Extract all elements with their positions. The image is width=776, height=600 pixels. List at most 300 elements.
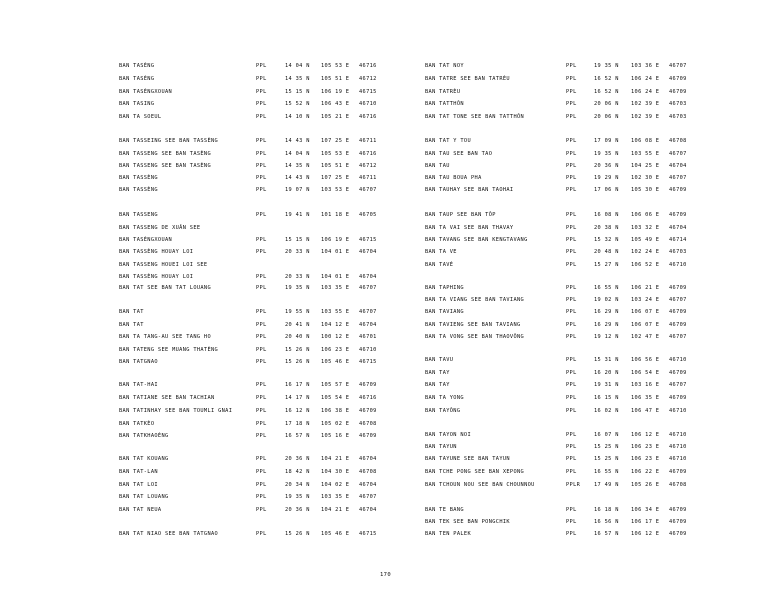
entry-lon: 106 54 E bbox=[631, 370, 660, 376]
entry-lat: 15 25 N bbox=[594, 444, 619, 450]
entry-name: BAN TAY bbox=[425, 370, 450, 376]
entry-type: PPL bbox=[566, 297, 577, 303]
entry-lon: 100 12 E bbox=[321, 334, 350, 340]
entry-type: PPL bbox=[566, 444, 577, 450]
entry-code: 46716 bbox=[359, 63, 377, 69]
entry-code: 46709 bbox=[359, 408, 377, 414]
entry-lon: 106 24 E bbox=[631, 89, 660, 95]
entry-lon: 103 53 E bbox=[321, 187, 350, 193]
entry-name: BAN TA VIANG SEE BAN TAVIANG bbox=[425, 297, 525, 303]
entry-lat: 15 27 N bbox=[594, 262, 619, 268]
entry-lon: 106 34 E bbox=[631, 507, 660, 513]
entry-type: PPL bbox=[256, 347, 267, 353]
entry-lon: 105 57 E bbox=[321, 382, 350, 388]
entry-lon: 104 25 E bbox=[631, 163, 660, 169]
entry-name: BAN TAVIANG bbox=[425, 309, 464, 315]
entry-lon: 106 47 E bbox=[631, 408, 660, 414]
entry-lat: 20 06 N bbox=[594, 114, 619, 120]
entry-lat: 20 33 N bbox=[285, 249, 310, 255]
entry-code: 46704 bbox=[359, 456, 377, 462]
entry-lat: 16 07 N bbox=[594, 432, 619, 438]
entry-lat: 15 25 N bbox=[594, 456, 619, 462]
entry-type: PPL bbox=[566, 469, 577, 475]
entry-name: BAN TA TANG-AU SEE TANG HO bbox=[119, 334, 212, 340]
entry-code: 46708 bbox=[669, 482, 687, 488]
entry-code: 46709 bbox=[359, 433, 377, 439]
entry-lon: 105 02 E bbox=[321, 421, 350, 427]
entry-lon: 106 35 E bbox=[631, 395, 660, 401]
entry-type: PPL bbox=[256, 334, 267, 340]
entry-name: BAN TA VE bbox=[425, 249, 457, 255]
entry-lon: 106 12 E bbox=[631, 531, 660, 537]
entry-lon: 104 30 E bbox=[321, 469, 350, 475]
entry-lat: 20 40 N bbox=[285, 334, 310, 340]
entry-code: 46704 bbox=[359, 274, 377, 280]
entry-lat: 20 33 N bbox=[285, 274, 310, 280]
entry-name: BAN TAT bbox=[119, 322, 144, 328]
entry-name: BAN TASÈNGXOUAN bbox=[119, 237, 173, 243]
entry-type: PPL bbox=[566, 285, 577, 291]
entry-name: BAN TAYUN bbox=[425, 444, 457, 450]
entry-code: 46709 bbox=[669, 89, 687, 95]
entry-code: 46704 bbox=[359, 322, 377, 328]
entry-code: 46709 bbox=[669, 519, 687, 525]
entry-name: BAN TAU BOUA PHA bbox=[425, 175, 482, 181]
entry-lat: 17 09 N bbox=[594, 138, 619, 144]
entry-name: BAN TCHOUN NOU SEE BAN CHOUNNOU bbox=[425, 482, 535, 488]
entry-name: BAN TASSENG SEE BAN TASÈNG bbox=[119, 163, 212, 169]
entry-lat: 19 35 N bbox=[594, 151, 619, 157]
entry-type: PPL bbox=[256, 101, 267, 107]
entry-code: 46709 bbox=[669, 76, 687, 82]
entry-lat: 16 02 N bbox=[594, 408, 619, 414]
entry-type: PPL bbox=[566, 357, 577, 363]
entry-type: PPL bbox=[566, 151, 577, 157]
entry-lat: 15 26 N bbox=[285, 531, 310, 537]
entry-lat: 16 57 N bbox=[285, 433, 310, 439]
entry-lon: 103 35 E bbox=[321, 285, 350, 291]
entry-name: BAN TAT LOUANG bbox=[119, 494, 169, 500]
entry-lon: 107 25 E bbox=[321, 175, 350, 181]
entry-type: PPL bbox=[566, 334, 577, 340]
entry-name: BAN TASSENG HOUEI LOI SEE bbox=[119, 262, 208, 268]
entry-name: BAN TASING bbox=[119, 101, 155, 107]
entry-type: PPL bbox=[256, 469, 267, 475]
entry-lon: 105 54 E bbox=[321, 395, 350, 401]
entry-lon: 102 24 E bbox=[631, 249, 660, 255]
entry-lat: 16 15 N bbox=[594, 395, 619, 401]
entry-name: BAN TA SOEUL bbox=[119, 114, 162, 120]
entry-type: PPL bbox=[566, 395, 577, 401]
entry-lon: 105 51 E bbox=[321, 76, 350, 82]
entry-type: PPL bbox=[566, 322, 577, 328]
entry-name: BAN TAT NEUA bbox=[119, 507, 162, 513]
entry-code: 46715 bbox=[359, 237, 377, 243]
entry-code: 46709 bbox=[669, 187, 687, 193]
entry-code: 46707 bbox=[359, 187, 377, 193]
entry-name: BAN TAT LOI bbox=[119, 482, 158, 488]
entry-lat: 14 35 N bbox=[285, 163, 310, 169]
entry-name: BAN TA VONG SEE BAN THAOVÔNG bbox=[425, 334, 525, 340]
entry-type: PPL bbox=[256, 395, 267, 401]
entry-lat: 17 49 N bbox=[594, 482, 619, 488]
entry-lon: 106 07 E bbox=[631, 309, 660, 315]
entry-lat: 16 20 N bbox=[594, 370, 619, 376]
entry-lon: 104 02 E bbox=[321, 482, 350, 488]
entry-code: 46709 bbox=[669, 531, 687, 537]
entry-code: 46709 bbox=[359, 382, 377, 388]
entry-type: PPL bbox=[566, 262, 577, 268]
entry-name: BAN TASSÈNG HOUAY LOI bbox=[119, 274, 194, 280]
entry-type: PPL bbox=[256, 322, 267, 328]
entry-lon: 106 56 E bbox=[631, 357, 660, 363]
entry-code: 46710 bbox=[669, 456, 687, 462]
entry-code: 46716 bbox=[359, 114, 377, 120]
entry-type: PPL bbox=[566, 114, 577, 120]
entry-name: BAN TAYÔNG bbox=[425, 408, 461, 414]
entry-code: 46710 bbox=[669, 432, 687, 438]
entry-code: 46710 bbox=[669, 357, 687, 363]
entry-lon: 102 47 E bbox=[631, 334, 660, 340]
entry-lat: 20 48 N bbox=[594, 249, 619, 255]
entry-lon: 105 30 E bbox=[631, 187, 660, 193]
entry-lon: 104 12 E bbox=[321, 322, 350, 328]
entry-type: PPL bbox=[256, 151, 267, 157]
entry-lon: 105 51 E bbox=[321, 163, 350, 169]
entry-code: 46709 bbox=[669, 285, 687, 291]
entry-lat: 14 43 N bbox=[285, 138, 310, 144]
entry-code: 46710 bbox=[359, 101, 377, 107]
entry-lat: 15 31 N bbox=[594, 357, 619, 363]
entry-code: 46710 bbox=[359, 347, 377, 353]
entry-name: BAN TA YONG bbox=[425, 395, 464, 401]
entry-lat: 16 12 N bbox=[285, 408, 310, 414]
entry-code: 46716 bbox=[359, 151, 377, 157]
entry-lon: 104 01 E bbox=[321, 249, 350, 255]
entry-name: BAN TEN PALEK bbox=[425, 531, 472, 537]
entry-lon: 105 16 E bbox=[321, 433, 350, 439]
entry-name: BAN TASSÈNG bbox=[119, 175, 158, 181]
entry-lon: 106 23 E bbox=[631, 444, 660, 450]
entry-code: 46705 bbox=[359, 212, 377, 218]
entry-code: 46709 bbox=[669, 322, 687, 328]
entry-name: BAN TAT NOY bbox=[425, 63, 464, 69]
entry-lon: 106 08 E bbox=[631, 138, 660, 144]
entry-code: 46708 bbox=[359, 421, 377, 427]
entry-lat: 15 15 N bbox=[285, 89, 310, 95]
entry-code: 46711 bbox=[359, 175, 377, 181]
entry-lon: 103 55 E bbox=[631, 151, 660, 157]
entry-type: PPL bbox=[566, 101, 577, 107]
entry-lat: 19 29 N bbox=[594, 175, 619, 181]
entry-name: BAN TAT Y TOU bbox=[425, 138, 472, 144]
entry-name: BAN TAT-LAN bbox=[119, 469, 158, 475]
entry-lat: 16 29 N bbox=[594, 309, 619, 315]
entry-lat: 14 35 N bbox=[285, 76, 310, 82]
entry-lat: 16 57 N bbox=[594, 531, 619, 537]
entry-lon: 103 16 E bbox=[631, 382, 660, 388]
entry-code: 46707 bbox=[359, 285, 377, 291]
entry-name: BAN TATKHAOÈNG bbox=[119, 433, 169, 439]
entry-lon: 106 38 E bbox=[321, 408, 350, 414]
entry-type: PPLR bbox=[566, 482, 581, 488]
entry-lon: 105 49 E bbox=[631, 237, 660, 243]
entry-lat: 20 06 N bbox=[594, 101, 619, 107]
entry-code: 46707 bbox=[669, 63, 687, 69]
entry-lat: 15 26 N bbox=[285, 359, 310, 365]
entry-name: BAN TATTHÔN bbox=[425, 101, 464, 107]
entry-lon: 104 21 E bbox=[321, 507, 350, 513]
entry-type: PPL bbox=[256, 359, 267, 365]
entry-name: BAN TAYUNE SEE BAN TAYUN bbox=[425, 456, 510, 462]
entry-lat: 15 52 N bbox=[285, 101, 310, 107]
entry-lat: 19 35 N bbox=[285, 285, 310, 291]
entry-code: 46704 bbox=[669, 225, 687, 231]
page-number: 170 bbox=[380, 572, 391, 578]
entry-type: PPL bbox=[256, 76, 267, 82]
entry-name: BAN TATGNAO bbox=[119, 359, 158, 365]
entry-type: PPL bbox=[566, 370, 577, 376]
entry-type: PPL bbox=[256, 494, 267, 500]
entry-lon: 105 21 E bbox=[321, 114, 350, 120]
entry-type: PPL bbox=[256, 212, 267, 218]
entry-lat: 20 38 N bbox=[594, 225, 619, 231]
entry-code: 46710 bbox=[669, 262, 687, 268]
entry-lat: 19 41 N bbox=[285, 212, 310, 218]
entry-code: 46711 bbox=[359, 138, 377, 144]
entry-type: PPL bbox=[256, 63, 267, 69]
entry-type: PPL bbox=[256, 89, 267, 95]
entry-name: BAN TATIANE SEE BAN TACHIAN bbox=[119, 395, 215, 401]
entry-code: 46715 bbox=[359, 531, 377, 537]
entry-name: BAN TAT bbox=[119, 309, 144, 315]
entry-type: PPL bbox=[256, 249, 267, 255]
entry-type: PPL bbox=[566, 519, 577, 525]
entry-lon: 106 24 E bbox=[631, 76, 660, 82]
entry-lon: 106 43 E bbox=[321, 101, 350, 107]
entry-lat: 16 56 N bbox=[594, 519, 619, 525]
entry-code: 46708 bbox=[359, 469, 377, 475]
entry-lat: 15 32 N bbox=[594, 237, 619, 243]
entry-name: BAN TATENG SEE MUANG THATÈNG bbox=[119, 347, 219, 353]
entry-code: 46707 bbox=[359, 494, 377, 500]
entry-code: 46704 bbox=[359, 249, 377, 255]
entry-lat: 20 41 N bbox=[285, 322, 310, 328]
entry-code: 46710 bbox=[669, 444, 687, 450]
entry-name: BAN TAU SEE BAN TAO bbox=[425, 151, 493, 157]
entry-code: 46701 bbox=[359, 334, 377, 340]
entry-lat: 14 10 N bbox=[285, 114, 310, 120]
entry-lat: 19 35 N bbox=[285, 494, 310, 500]
entry-code: 46709 bbox=[669, 395, 687, 401]
entry-lon: 104 01 E bbox=[321, 274, 350, 280]
entry-lat: 16 52 N bbox=[594, 76, 619, 82]
entry-lon: 106 19 E bbox=[321, 237, 350, 243]
entry-code: 46707 bbox=[359, 309, 377, 315]
entry-lat: 16 55 N bbox=[594, 285, 619, 291]
entry-lat: 18 42 N bbox=[285, 469, 310, 475]
entry-lon: 105 46 E bbox=[321, 359, 350, 365]
entry-type: PPL bbox=[256, 114, 267, 120]
entry-lat: 17 18 N bbox=[285, 421, 310, 427]
entry-code: 46709 bbox=[669, 469, 687, 475]
entry-name: BAN TCHE PONG SEE BAN XEPONG bbox=[425, 469, 525, 475]
entry-type: PPL bbox=[256, 309, 267, 315]
entry-name: BAN TAVANG SEE BAN KENGTAVANG bbox=[425, 237, 528, 243]
entry-code: 46712 bbox=[359, 163, 377, 169]
entry-lon: 106 17 E bbox=[631, 519, 660, 525]
entry-lat: 16 52 N bbox=[594, 89, 619, 95]
entry-lon: 105 46 E bbox=[321, 531, 350, 537]
entry-type: PPL bbox=[256, 433, 267, 439]
entry-type: PPL bbox=[256, 163, 267, 169]
entry-type: PPL bbox=[566, 408, 577, 414]
entry-type: PPL bbox=[566, 89, 577, 95]
entry-lat: 19 07 N bbox=[285, 187, 310, 193]
entry-lat: 16 29 N bbox=[594, 322, 619, 328]
entry-lon: 101 18 E bbox=[321, 212, 350, 218]
entry-name: BAN TEK SEE BAN PONGCHIK bbox=[425, 519, 510, 525]
entry-type: PPL bbox=[256, 175, 267, 181]
entry-name: BAN TASSEING SEE BAN TASSÈNG bbox=[119, 138, 219, 144]
entry-name: BAN TASÈNGXOUAN bbox=[119, 89, 173, 95]
entry-name: BAN TATKÈO bbox=[119, 421, 155, 427]
entry-type: PPL bbox=[566, 175, 577, 181]
entry-lat: 14 04 N bbox=[285, 63, 310, 69]
entry-code: 46708 bbox=[669, 138, 687, 144]
entry-type: PPL bbox=[566, 456, 577, 462]
entry-type: PPL bbox=[566, 382, 577, 388]
entry-lon: 106 06 E bbox=[631, 212, 660, 218]
entry-code: 46707 bbox=[669, 175, 687, 181]
entry-lat: 19 12 N bbox=[594, 334, 619, 340]
entry-name: BAN TE BANG bbox=[425, 507, 464, 513]
entry-name: BAN TASSENG SEE BAN TASÈNG bbox=[119, 151, 212, 157]
entry-code: 46715 bbox=[359, 359, 377, 365]
entry-code: 46709 bbox=[669, 212, 687, 218]
entry-lon: 106 22 E bbox=[631, 469, 660, 475]
entry-lon: 105 53 E bbox=[321, 151, 350, 157]
entry-type: PPL bbox=[256, 507, 267, 513]
entry-lat: 16 08 N bbox=[594, 212, 619, 218]
entry-name: BAN TASSÈNG HOUAY LOI bbox=[119, 249, 194, 255]
entry-code: 46703 bbox=[669, 101, 687, 107]
entry-name: BAN TAT TONE SEE BAN TATTHÔN bbox=[425, 114, 525, 120]
entry-type: PPL bbox=[256, 187, 267, 193]
entry-type: PPL bbox=[256, 138, 267, 144]
entry-type: PPL bbox=[566, 309, 577, 315]
entry-code: 46709 bbox=[669, 370, 687, 376]
entry-type: PPL bbox=[566, 432, 577, 438]
entry-lon: 104 21 E bbox=[321, 456, 350, 462]
entry-type: PPL bbox=[256, 274, 267, 280]
entry-lon: 106 07 E bbox=[631, 322, 660, 328]
entry-name: BAN TAT KOUANG bbox=[119, 456, 169, 462]
entry-lon: 102 39 E bbox=[631, 101, 660, 107]
entry-type: PPL bbox=[566, 531, 577, 537]
entry-lat: 16 17 N bbox=[285, 382, 310, 388]
entry-name: BAN TATRÈU bbox=[425, 89, 461, 95]
entry-name: BAN TASSENG DE XUÂN SEE bbox=[119, 225, 201, 231]
entry-type: PPL bbox=[566, 507, 577, 513]
entry-name: BAN TAU bbox=[425, 163, 450, 169]
entry-type: PPL bbox=[566, 163, 577, 169]
entry-type: PPL bbox=[256, 285, 267, 291]
entry-type: PPL bbox=[566, 63, 577, 69]
entry-type: PPL bbox=[566, 76, 577, 82]
entry-type: PPL bbox=[256, 408, 267, 414]
entry-code: 46709 bbox=[669, 507, 687, 513]
entry-code: 46703 bbox=[669, 249, 687, 255]
entry-lat: 16 55 N bbox=[594, 469, 619, 475]
entry-code: 46707 bbox=[669, 151, 687, 157]
entry-lon: 102 39 E bbox=[631, 114, 660, 120]
entry-code: 46709 bbox=[669, 309, 687, 315]
entry-lat: 15 26 N bbox=[285, 347, 310, 353]
entry-lon: 103 35 E bbox=[321, 494, 350, 500]
entry-name: BAN TAVU bbox=[425, 357, 454, 363]
entry-name: BAN TAT-HAI bbox=[119, 382, 158, 388]
entry-name: BAN TASSENG bbox=[119, 212, 158, 218]
entry-lat: 20 36 N bbox=[594, 163, 619, 169]
entry-name: BAN TAT NIAO SEE BAN TATGNAO bbox=[119, 531, 219, 537]
entry-lon: 106 52 E bbox=[631, 262, 660, 268]
entry-type: PPL bbox=[256, 421, 267, 427]
entry-lon: 106 23 E bbox=[321, 347, 350, 353]
entry-type: PPL bbox=[566, 237, 577, 243]
entry-lat: 17 06 N bbox=[594, 187, 619, 193]
entry-lat: 19 35 N bbox=[594, 63, 619, 69]
entry-type: PPL bbox=[256, 482, 267, 488]
entry-code: 46703 bbox=[669, 114, 687, 120]
entry-code: 46707 bbox=[669, 382, 687, 388]
entry-name: BAN TAUP SEE BAN TÔP bbox=[425, 212, 496, 218]
entry-name: BAN TAVIENG SEE BAN TAVIANG bbox=[425, 322, 521, 328]
entry-name: BAN TATRE SEE BAN TATRÈU bbox=[425, 76, 510, 82]
entry-type: PPL bbox=[566, 187, 577, 193]
entry-code: 46715 bbox=[359, 89, 377, 95]
entry-type: PPL bbox=[566, 138, 577, 144]
entry-code: 46712 bbox=[359, 76, 377, 82]
entry-code: 46704 bbox=[359, 507, 377, 513]
entry-name: BAN TATINHAY SEE BAN TOUMLI GNAI bbox=[119, 408, 233, 414]
entry-lat: 14 17 N bbox=[285, 395, 310, 401]
entry-lat: 14 04 N bbox=[285, 151, 310, 157]
entry-lat: 20 36 N bbox=[285, 507, 310, 513]
entry-name: BAN TAYON NOI bbox=[425, 432, 472, 438]
entry-code: 46707 bbox=[669, 334, 687, 340]
entry-lon: 103 55 E bbox=[321, 309, 350, 315]
entry-code: 46716 bbox=[359, 395, 377, 401]
entry-name: BAN TAY bbox=[425, 382, 450, 388]
entry-name: BAN TASSÈNG bbox=[119, 187, 158, 193]
entry-type: PPL bbox=[566, 249, 577, 255]
entry-code: 46704 bbox=[669, 163, 687, 169]
entry-lon: 106 12 E bbox=[631, 432, 660, 438]
entry-type: PPL bbox=[566, 225, 577, 231]
entry-lat: 14 43 N bbox=[285, 175, 310, 181]
entry-lon: 103 32 E bbox=[631, 225, 660, 231]
entry-name: BAN TAPHING bbox=[425, 285, 464, 291]
entry-lon: 103 36 E bbox=[631, 63, 660, 69]
entry-type: PPL bbox=[256, 531, 267, 537]
entry-type: PPL bbox=[256, 382, 267, 388]
entry-lon: 106 23 E bbox=[631, 456, 660, 462]
entry-type: PPL bbox=[256, 237, 267, 243]
entry-code: 46704 bbox=[359, 482, 377, 488]
entry-lon: 106 21 E bbox=[631, 285, 660, 291]
entry-lat: 20 34 N bbox=[285, 482, 310, 488]
